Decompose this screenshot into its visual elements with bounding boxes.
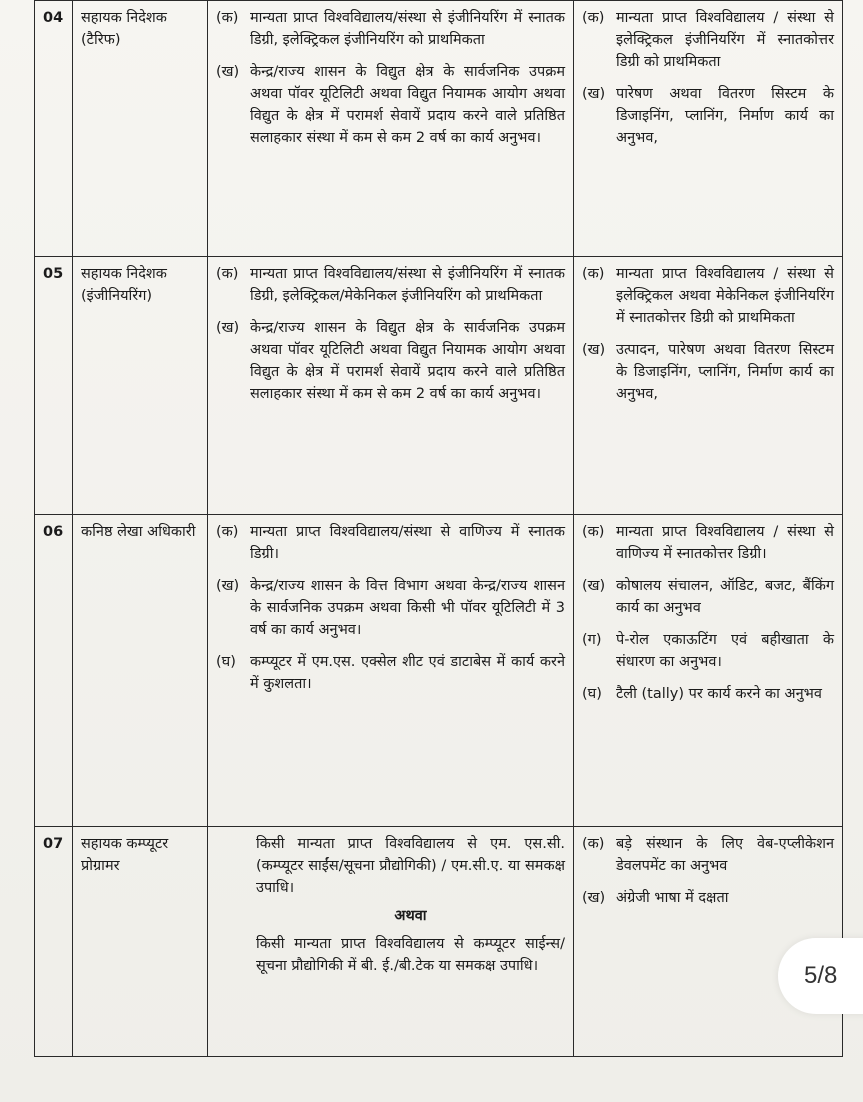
list-item [582,683,834,705]
list-item [582,83,834,149]
item-text: पे-रोल एकाऊटिंग एवं बहीखाता के संधारण का अनुभव। [616,632,834,670]
list-item [582,629,834,673]
list-item [582,521,834,565]
desirable-qualification-cell [574,1,843,257]
list-item [582,833,834,877]
item-text: मान्यता प्राप्त विश्वविद्यालय/संस्था से वाणिज्य में स्नातक डिग्री। [250,524,565,562]
item-text: कोषालय संचालन, ऑडिट, बजट, बैंकिंग कार्य का अनुभव [616,578,834,616]
list-item [216,651,565,695]
item-marker: (क) [216,524,239,540]
essential-qualification-cell [208,515,574,827]
item-marker: (घ) [216,654,236,670]
item-text: मान्यता प्राप्त विश्वविद्यालय / संस्था से इलेक्ट्रिकल इंजीनियरिंग में स्नातकोत्तर डिग्री को प्राथमिकता [616,10,834,70]
post-name: सहायक निदेशक (टैरिफ) [73,1,208,257]
item-marker: (ख) [582,890,606,906]
item-text: अंग्रेजी भाषा में दक्षता [616,890,729,906]
row-number: 04 [35,1,73,257]
list-item [216,61,565,149]
page-indicator-label: 5/8 [804,962,838,989]
item-text: पारेषण अथवा वितरण सिस्टम के डिजाइनिंग, प्लानिंग, निर्माण कार्य का अनुभव, [616,86,834,146]
table-row [35,1,843,257]
table-row [35,257,843,515]
item-marker: (ख) [216,64,240,80]
item-marker: (ग) [582,632,602,648]
item-text: मान्यता प्राप्त विश्वविद्यालय/संस्था से इंजीनियरिंग में स्नातक डिग्री, इलेक्ट्रिकल/मेकेनिकल इंजीनियरिंग को प्राथमिकता [250,266,565,304]
item-marker: (ख) [582,86,606,102]
essential-qualification-cell [208,257,574,515]
item-marker: (क) [582,10,605,26]
list-item [582,339,834,405]
list-item [582,887,834,909]
table-row [35,515,843,827]
item-text: बड़े संस्थान के लिए वेब-एप्लीकेशन डेवलपमेंट का अनुभव [616,836,834,874]
item-marker: (क) [216,10,239,26]
table-row [35,827,843,1057]
essential-qualification-cell [208,1,574,257]
item-text: केन्द्र/राज्य शासन के वित्त विभाग अथवा केन्द्र/राज्य शासन के सार्वजनिक उपक्रम अथवा किसी भी पॉवर यूटिलिटी में 3 वर्ष का कार्य अनुभव। [250,578,565,638]
item-marker: (ख) [216,578,240,594]
qualification-text: किसी मान्यता प्राप्त विश्वविद्यालय से कम्प्यूटर साईन्स/सूचना प्रौद्योगिकी में बी. ई./बी.टेक या समकक्ष उपाधि। [256,936,565,974]
item-text: केन्द्र/राज्य शासन के विद्युत क्षेत्र के सार्वजनिक उपक्रम अथवा पॉवर यूटिलिटी अथवा विद्युत नियामक आयोग अथवा विद्युत के क्षेत्र में परामर्श सेवायें प्रदाय करने वाले प्रतिष्ठित सलाहकार संस्था में कम से कम 2 वर्ष का कार्य अनुभव। [250,64,565,146]
item-text: केन्द्र/राज्य शासन के विद्युत क्षेत्र के सार्वजनिक उपक्रम अथवा पॉवर यूटिलिटी अथवा विद्युत नियामक आयोग अथवा विद्युत के क्षेत्र में परामर्श सेवायें प्रदाय करने वाले प्रतिष्ठित सलाहकार संस्था में कम से कम 2 वर्ष का कार्य अनुभव। [250,320,565,402]
item-marker: (ख) [582,342,606,358]
desirable-qualification-cell [574,257,843,515]
item-text: मान्यता प्राप्त विश्वविद्यालय/संस्था से इंजीनियरिंग में स्नातक डिग्री, इलेक्ट्रिकल इंजीनियरिंग को प्राथमिकता [250,10,565,48]
or-label: अथवा [394,908,427,924]
post-name: कनिष्ठ लेखा अधिकारी [73,515,208,827]
list-item [216,317,565,405]
item-marker: (ख) [582,578,606,594]
item-marker: (क) [216,266,239,282]
item-marker: (ख) [216,320,240,336]
item-text: टैली (tally) पर कार्य करने का अनुभव [616,686,822,702]
list-item [582,575,834,619]
post-name: सहायक निदेशक (इंजीनियरिंग) [73,257,208,515]
list-item [582,263,834,329]
desirable-qualification-cell [574,515,843,827]
list-item [216,263,565,307]
item-text: मान्यता प्राप्त विश्वविद्यालय / संस्था से इलेक्ट्रिकल अथवा मेकेनिकल इंजीनियरिंग में स्नातकोत्तर डिग्री को प्राथमिकता [616,266,834,326]
essential-qualification-cell [208,827,574,1057]
qualification-table [34,0,843,1057]
list-item [216,7,565,51]
item-marker: (क) [582,524,605,540]
row-number: 07 [35,827,73,1057]
row-number: 05 [35,257,73,515]
list-item [216,521,565,565]
item-marker: (घ) [582,686,602,702]
item-text: उत्पादन, पारेषण अथवा वितरण सिस्टम के डिजाइनिंग, प्लानिंग, निर्माण कार्य का अनुभव, [616,342,834,402]
item-text: कम्प्यूटर में एम.एस. एक्सेल शीट एवं डाटाबेस में कार्य करने में कुशलता। [250,654,565,692]
item-text: मान्यता प्राप्त विश्वविद्यालय / संस्था से वाणिज्य में स्नातकोत्तर डिग्री। [616,524,834,562]
qualification-text: किसी मान्यता प्राप्त विश्वविद्यालय से एम. एस.सी. (कम्प्यूटर साईंस/सूचना प्रौद्योगिकी) / एम.सी.ए. या समकक्ष उपाधि। [256,836,565,896]
page-indicator [778,938,863,1014]
post-name: सहायक कम्प्यूटर प्रोग्रामर [73,827,208,1057]
list-item [582,7,834,73]
item-marker: (क) [582,266,605,282]
list-item [216,575,565,641]
item-marker: (क) [582,836,605,852]
row-number: 06 [35,515,73,827]
